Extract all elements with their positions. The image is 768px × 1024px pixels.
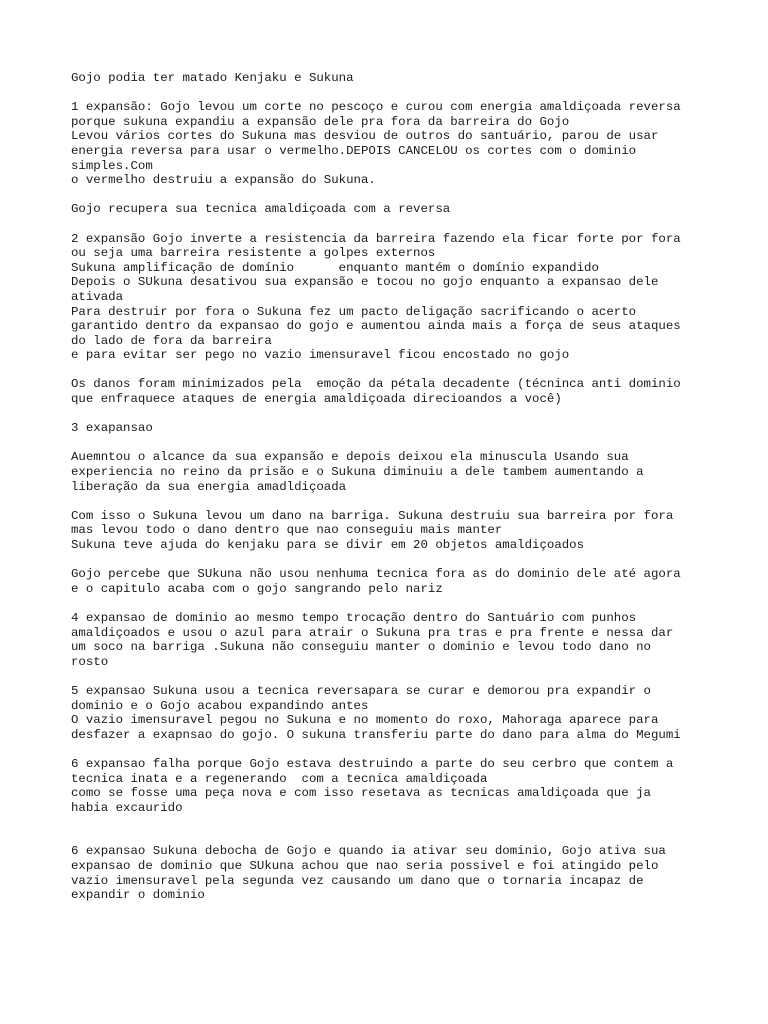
text-line: que enfraquece ataques de energia amaldiçoada direcioandos a você) <box>71 392 562 407</box>
paragraph-gap <box>71 742 711 757</box>
text-line: experiencia no reino da prisão e o Sukuna diminuiu a dele tambem aumentando a <box>71 465 644 480</box>
paragraph <box>71 421 711 436</box>
paragraph-gap <box>71 596 711 611</box>
text-line: liberação da sua energia amadldiçoada <box>71 479 347 494</box>
text-line: porque sukuna expandiu a expansão dele pra fora da barreira do Gojo <box>71 114 570 129</box>
text-line: Depois o SUkuna desativou sua expansão e tocou no gojo enquanto a expansao dele <box>71 275 659 290</box>
text-line: ativada <box>71 289 124 304</box>
text-line: energia reversa para usar o vermelho.DEPOIS CANCELOU os cortes com o dominio <box>71 143 637 158</box>
text-line: dominio e o Gojo acabou expandindo antes <box>71 698 369 713</box>
paragraph <box>71 100 711 188</box>
text-line: ou seja uma barreira resistente a golpes externos <box>71 246 436 261</box>
text-line: o vermelho destruiu a expansão do Sukuna. <box>71 173 376 188</box>
text-line: 6 expansao Sukuna debocha de Gojo e quando ia ativar seu dominio, Gojo ativa sua <box>71 844 666 859</box>
paragraph <box>71 232 711 363</box>
text-line: simples.Com <box>71 158 153 173</box>
paragraph-gap <box>71 217 711 232</box>
text-line: 2 expansão Gojo inverte a resistencia da barreira fazendo ela ficar forte por fora <box>71 231 681 246</box>
text-line: 5 expansao Sukuna usou a tecnica reversapara se curar e demorou pra expandir o <box>71 683 651 698</box>
text-line: vazio imensuravel pela segunda vez causando um dano que o tornaria incapaz de <box>71 873 644 888</box>
text-line: e para evitar ser pego no vazio imensuravel ficou encostado no gojo <box>71 348 570 363</box>
paragraph-gap <box>71 436 711 451</box>
paragraph-gap <box>71 553 711 568</box>
paragraph-gap <box>71 815 711 830</box>
text-line: 4 expansao de dominio ao mesmo tempo trocação dentro do Santuário com punhos <box>71 610 637 625</box>
text-line: Auemntou o alcance da sua expansão e depois deixou ela minuscula Usando sua <box>71 450 629 465</box>
text-line: amaldiçoados e usou o azul para atrair o Sukuna pra tras e pra frente e nessa dar <box>71 625 674 640</box>
paragraph-gap <box>71 494 711 509</box>
text-line: expandir o dominio <box>71 888 205 903</box>
paragraph <box>71 71 711 86</box>
paragraph <box>71 684 711 742</box>
text-line: 3 exapansao <box>71 421 153 436</box>
paragraph <box>71 509 711 553</box>
text-line: habia excaurido <box>71 800 183 815</box>
paragraph <box>71 757 711 815</box>
text-line: Os danos foram minimizados pela emoção da pétala decadente (técninca anti dominio <box>71 377 681 392</box>
text-line: do lado de fora da barreira <box>71 333 272 348</box>
paragraph-gap <box>71 407 711 422</box>
paragraph <box>71 844 711 902</box>
text-line: Sukuna amplificação de domínio enquanto mantém o domínio expandido <box>71 260 599 275</box>
paragraph <box>71 377 711 406</box>
paragraph-gap <box>71 86 711 101</box>
paragraph-gap <box>71 669 711 684</box>
paragraph-gap <box>71 188 711 203</box>
text-line: Gojo podia ter matado Kenjaku e Sukuna <box>71 71 354 85</box>
text-line: Gojo recupera sua tecnica amaldiçoada com a reversa <box>71 202 451 217</box>
paragraph <box>71 202 711 217</box>
text-line: rosto <box>71 654 109 669</box>
text-line: O vazio imensuravel pegou no Sukuna e no momento do roxo, Mahoraga aparece para <box>71 713 659 728</box>
document-body <box>71 71 711 903</box>
text-line: 6 expansao falha porque Gojo estava destruindo a parte do seu cerbro que contem a <box>71 756 674 771</box>
text-line: Com isso o Sukuna levou um dano na barriga. Sukuna destruiu sua barreira por fora <box>71 508 674 523</box>
text-line: 1 expansão: Gojo levou um corte no pescoço e curou com energia amaldiçoada reversa <box>71 100 681 115</box>
text-line: e o capitulo acaba com o gojo sangrando pelo nariz <box>71 581 443 596</box>
text-line: garantido dentro da expansao do gojo e aumentou ainda mais a força de seus ataques <box>71 319 681 334</box>
text-line: Sukuna teve ajuda do kenjaku para se divir em 20 objetos amaldiçoados <box>71 538 585 552</box>
paragraph-gap <box>71 830 711 845</box>
text-line: mas levou todo o dano dentro que nao conseguiu mais manter <box>71 523 503 538</box>
paragraph-gap <box>71 363 711 378</box>
text-line: Para destruir por fora o Sukuna fez um pacto deligação sacrificando o acerto <box>71 304 637 319</box>
paragraph <box>71 567 711 596</box>
paragraph <box>71 450 711 494</box>
text-line: um soco na barriga .Sukuna não conseguiu manter o dominio e levou todo dano no <box>71 640 651 655</box>
text-line: desfazer a exapnsao do gojo. O sukuna transferiu parte do dano para alma do Megumi <box>71 727 681 742</box>
text-line: Levou vários cortes do Sukuna mas desviou de outros do santuário, parou de usar <box>71 129 659 144</box>
text-line: como se fosse uma peça nova e com isso resetava as tecnicas amaldiçoada que ja <box>71 786 651 801</box>
text-line: Gojo percebe que SUkuna não usou nenhuma tecnica fora as do dominio dele até agora <box>71 567 681 582</box>
text-line: tecnica inata e a regenerando com a tecnica amaldiçoada <box>71 771 488 786</box>
paragraph <box>71 611 711 669</box>
text-line: expansao de dominio que SUkuna achou que nao seria possivel e foi atingido pelo <box>71 859 659 874</box>
